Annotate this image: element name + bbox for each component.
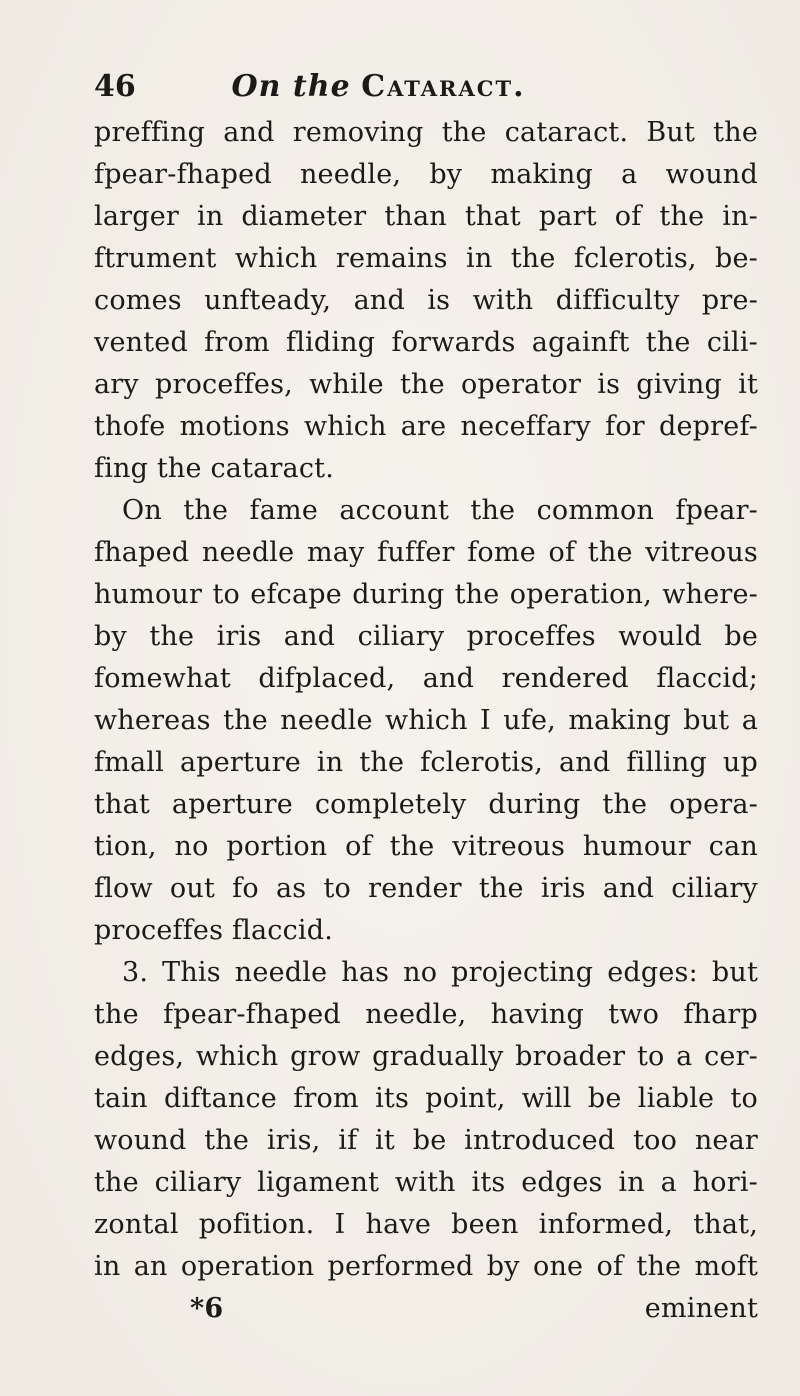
text-line: ary proceffes, while the operator is giving it: [94, 369, 758, 400]
text-line: by the iris and ciliary proceffes would be: [94, 621, 758, 652]
text-line: preffing and removing the cataract. But the: [94, 117, 758, 148]
page-footer: [94, 1288, 758, 1330]
text-line: On the fame account the common fpear-: [122, 495, 758, 526]
text-line: the ciliary ligament with its edges in a hori-: [94, 1167, 758, 1198]
running-title: [232, 62, 526, 112]
text-line: tion, no portion of the vitreous humour can: [94, 831, 758, 862]
text-line: fomewhat difplaced, and rendered flaccid;: [94, 663, 758, 694]
text-line: ftrument which remains in the fclerotis, be-: [94, 243, 758, 274]
text-line: fpear-fhaped needle, by making a wound: [94, 159, 758, 190]
text-line: 3. This needle has no projecting edges: but: [122, 957, 758, 988]
text-line: fhaped needle may fuffer fome of the vitreous: [94, 537, 758, 568]
text-line: that aperture completely during the opera-: [94, 789, 758, 820]
text-line: edges, which grow gradually broader to a cer-: [94, 1041, 758, 1072]
text-line: flow out fo as to render the iris and ciliary: [94, 873, 758, 904]
signature-mark: *6: [190, 1293, 224, 1324]
text-line: wound the iris, if it be introduced too near: [94, 1125, 758, 1156]
text-line: proceffes flaccid.: [94, 915, 334, 946]
text-line: in an operation performed by one of the moft: [94, 1251, 758, 1282]
text-line: fmall aperture in the fclerotis, and filling up: [94, 747, 758, 778]
text-line: vented from fliding forwards againft the cili-: [94, 327, 758, 358]
running-title-main: Cataract.: [361, 69, 526, 104]
body-text: [94, 112, 758, 1330]
text-line: zontal pofition. I have been informed, that,: [94, 1209, 758, 1240]
text-line: larger in diameter than that part of the in-: [94, 201, 758, 232]
page-number: 46: [94, 69, 136, 104]
text-line: comes unfteady, and is with difficulty pre-: [94, 285, 758, 316]
text-line: the fpear-fhaped needle, having two fharp: [94, 999, 758, 1030]
text-line: whereas the needle which I ufe, making but a: [94, 705, 758, 736]
running-title-prefix: On the: [231, 69, 351, 104]
text-line: humour to efcape during the operation, where-: [94, 579, 758, 610]
text-line: tain diftance from its point, will be liable to: [94, 1083, 758, 1114]
catchword: eminent: [644, 1293, 758, 1324]
running-head: [94, 62, 760, 112]
text-line: fing the cataract.: [94, 453, 335, 484]
text-line: thofe motions which are neceffary for depref-: [94, 411, 758, 442]
